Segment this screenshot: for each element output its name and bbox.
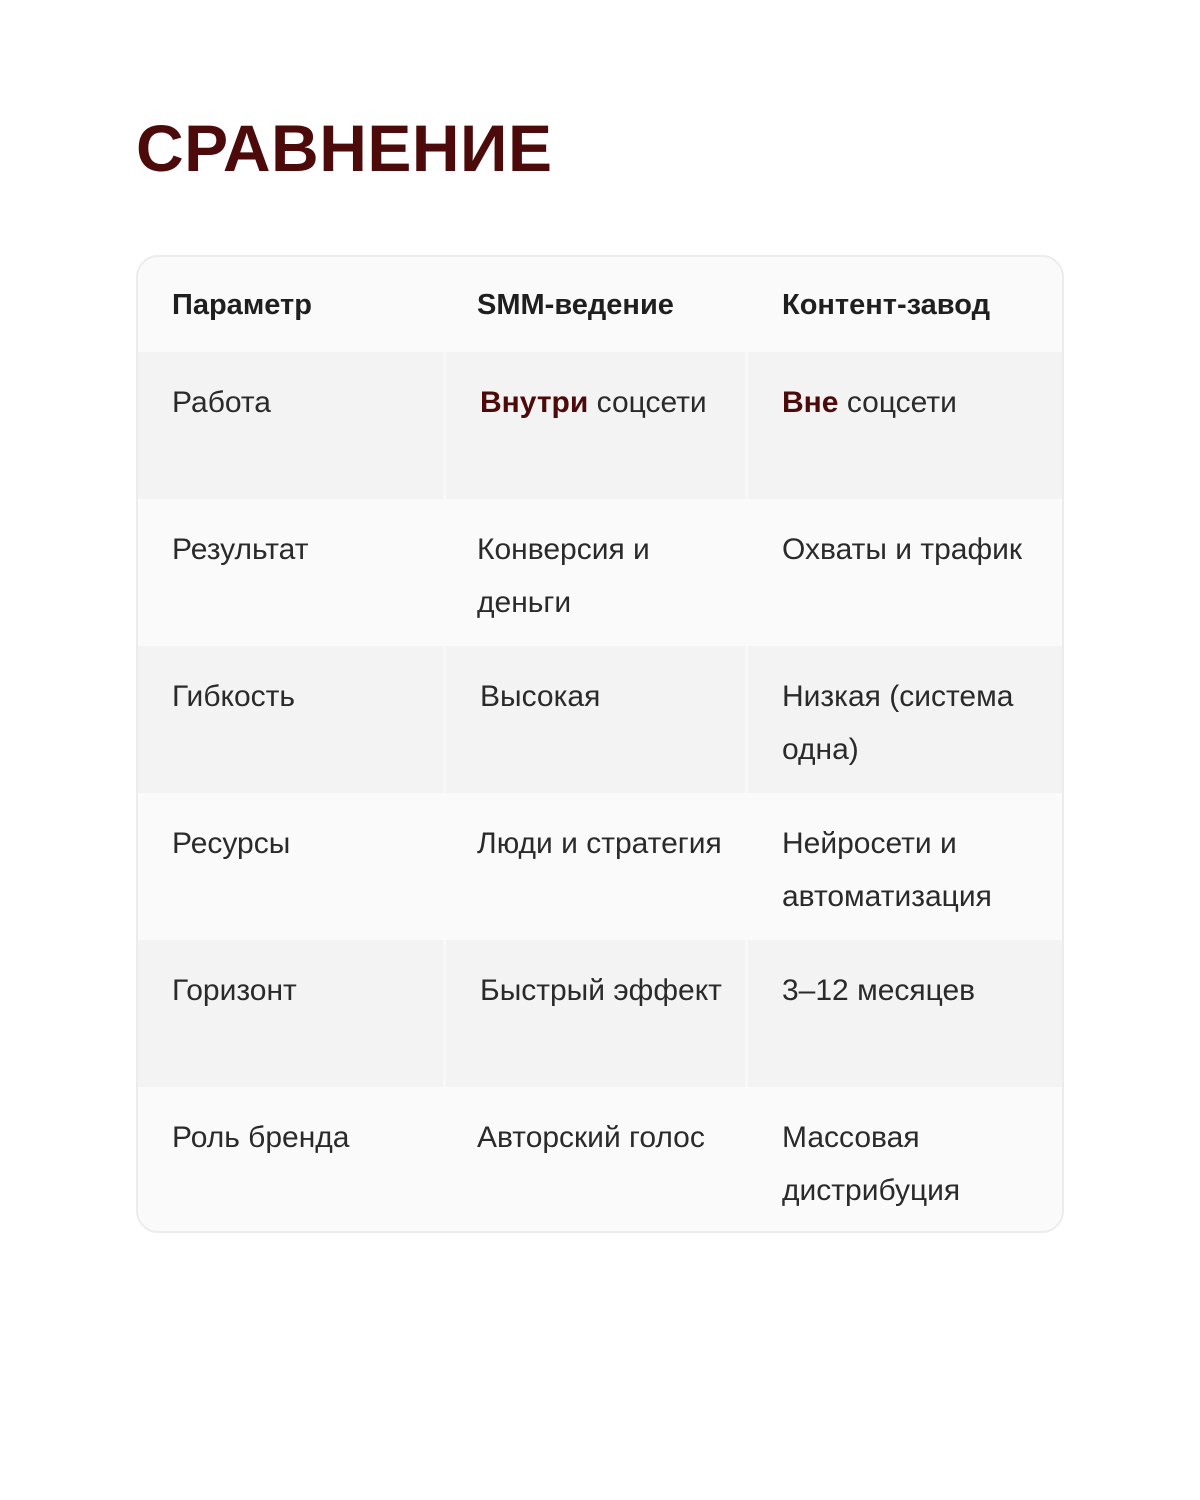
- page-title: СРАВНЕНИЕ: [136, 111, 553, 185]
- cell-smm: [443, 352, 748, 499]
- header-content-factory: Контент-завод: [782, 289, 990, 321]
- cell-parameter: Гибкость: [172, 680, 296, 713]
- cell-smm: Быстрый эффект: [443, 940, 748, 1087]
- cell-content-factory: Охваты и трафик: [782, 533, 1023, 566]
- cell-content-factory: Массовая дистрибуция: [782, 1121, 961, 1207]
- accent-text: Внутри: [480, 386, 589, 419]
- cell-smm: Люди и стратегия: [477, 827, 722, 860]
- cell-smm: Конверсия и деньги: [477, 533, 650, 619]
- header-smm: SMM-ведение: [477, 289, 674, 321]
- cell-smm: Высокая: [443, 646, 748, 793]
- accent-text: Вне: [782, 386, 839, 419]
- cell-content-factory: Низкая (система одна): [782, 680, 1014, 766]
- table-row: [138, 499, 1062, 646]
- cell-parameter: Работа: [172, 386, 271, 419]
- header-parameter: Параметр: [172, 289, 312, 321]
- table-row: [138, 1087, 1062, 1232]
- cell-smm: Авторский голос: [477, 1121, 705, 1154]
- cell-parameter: Горизонт: [172, 974, 297, 1007]
- table-row: [138, 646, 1062, 793]
- table-row: [138, 352, 1062, 499]
- table-row: [138, 793, 1062, 940]
- cell-text: соцсети: [588, 386, 707, 419]
- cell-parameter: Результат: [172, 533, 309, 566]
- cell-text: соцсети: [838, 386, 957, 419]
- cell-parameter: Ресурсы: [172, 827, 291, 860]
- cell-content-factory: Нейросети и автоматизация: [782, 827, 992, 913]
- table-row: [138, 940, 1062, 1087]
- comparison-table: [136, 255, 1064, 1233]
- table-header-row: [138, 257, 1062, 352]
- cell-parameter: Роль бренда: [172, 1121, 350, 1154]
- cell-content-factory: 3–12 месяцев: [782, 974, 976, 1007]
- cell-content-factory: [748, 352, 1062, 499]
